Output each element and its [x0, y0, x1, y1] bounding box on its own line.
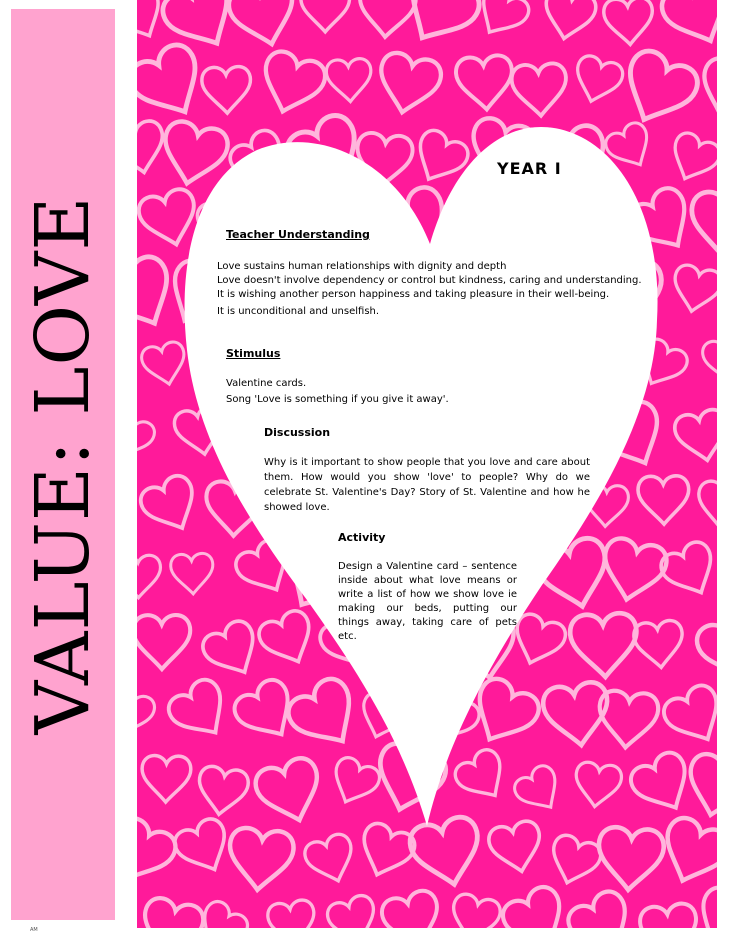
- stimulus-line: Song 'Love is something if you give it away'.: [226, 394, 449, 405]
- value-title: VALUE: LOVE: [20, 195, 106, 734]
- teacher-understanding-block: [217, 260, 647, 319]
- teacher-line: It is unconditional and unselfish.: [217, 306, 380, 317]
- activity-text: Design a Valentine card – sentence inside about what love means or write a list of how we show love ie making our beds, putting our things away, taking care of pets etc.: [338, 561, 517, 642]
- year-label: YEAR I: [497, 159, 562, 178]
- discussion-heading: Discussion: [264, 426, 331, 439]
- stimulus-heading: Stimulus: [226, 347, 281, 360]
- footer-mark: AM: [30, 927, 38, 933]
- discussion-text: Why is it important to show people that you love and care about them. How would you show 'love' to people? Why do we celebrate St. Valentine's Day? Story of St. Valentine and how he showed love.: [264, 457, 590, 513]
- stimulus-line: Valentine cards.: [226, 378, 307, 389]
- teacher-line: Love sustains human relationships with dignity and depth: [217, 261, 507, 272]
- activity-heading: Activity: [338, 531, 386, 544]
- teacher-understanding-heading: Teacher Understanding: [226, 228, 370, 241]
- teacher-line: Love doesn't involve dependency or control but kindness, caring and understanding.: [217, 275, 642, 286]
- teacher-line: It is wishing another person happiness and taking pleasure in their well-being.: [217, 289, 610, 300]
- side-bar: [11, 9, 115, 920]
- stimulus-block: [226, 376, 526, 408]
